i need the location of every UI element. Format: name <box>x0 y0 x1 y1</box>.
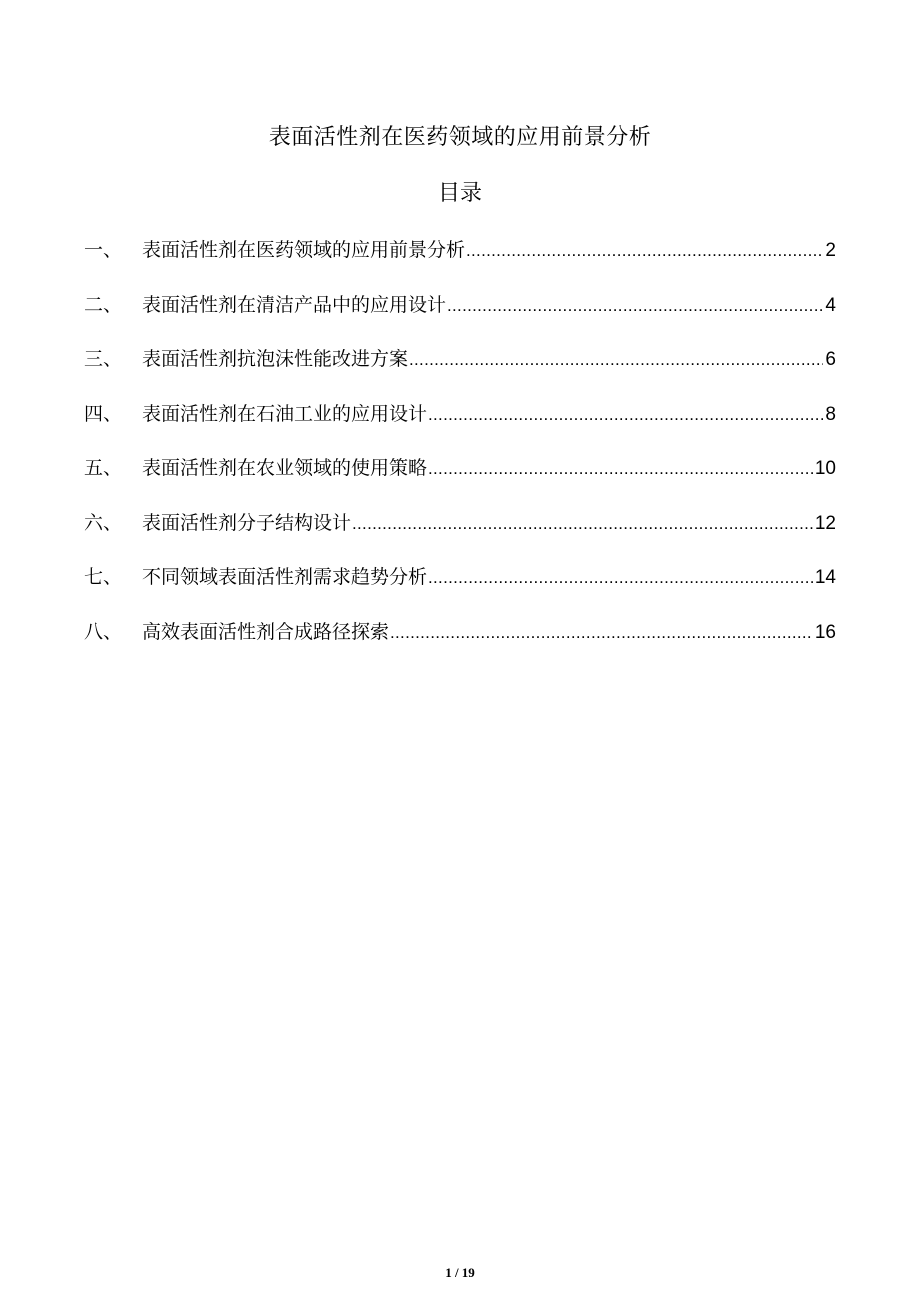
toc-entry-number: 三、 <box>84 348 123 370</box>
page-number-footer: 1 / 19 <box>445 1265 475 1280</box>
toc-entry-page: 14 <box>814 567 836 588</box>
toc-dot-leader <box>428 452 813 486</box>
toc-entry[interactable] <box>84 506 836 561</box>
toc-entry-title: 表面活性剂分子结构设计 <box>142 511 352 534</box>
toc-entry-title: 不同领域表面活性剂需求趋势分析 <box>142 566 428 588</box>
toc-entry-page: 2 <box>825 240 836 261</box>
toc-entry-number: 四、 <box>84 402 123 425</box>
toc-entry-number: 七、 <box>84 566 123 588</box>
toc-entry-number: 八、 <box>84 620 123 643</box>
toc-dot-leader <box>466 234 823 268</box>
toc-entry-page: 10 <box>814 458 836 479</box>
toc-dot-leader <box>428 561 813 595</box>
toc-dot-leader <box>409 343 823 377</box>
toc-entry-title: 表面活性剂在清洁产品中的应用设计 <box>142 293 447 316</box>
toc-entry-number: 二、 <box>84 293 123 316</box>
toc-entry-page: 4 <box>825 294 836 316</box>
toc-entry-page: 16 <box>814 621 836 643</box>
toc-entry-title: 表面活性剂在石油工业的应用设计 <box>142 402 428 425</box>
toc-heading: 目录 <box>437 181 482 206</box>
toc-entry[interactable] <box>84 288 836 343</box>
toc-entry-number: 六、 <box>84 511 123 534</box>
toc-entry[interactable] <box>84 233 836 288</box>
toc-dot-leader <box>390 616 813 650</box>
document-title: 表面活性剂在医药领域的应用前景分析 <box>268 125 652 150</box>
toc-entry-page: 12 <box>814 512 836 534</box>
toc-dot-leader <box>447 289 823 323</box>
toc-entry-number: 五、 <box>84 457 123 479</box>
toc-dot-leader <box>428 398 823 432</box>
toc-entry[interactable] <box>84 615 836 670</box>
toc-entry[interactable] <box>84 342 836 397</box>
toc-entry[interactable] <box>84 397 836 452</box>
toc-entry-title: 表面活性剂抗泡沫性能改进方案 <box>142 348 409 370</box>
toc-entry[interactable] <box>84 560 836 615</box>
toc-entry-title: 表面活性剂在医药领域的应用前景分析 <box>142 239 466 261</box>
toc-entry-page: 8 <box>825 403 836 425</box>
toc-entry-title: 表面活性剂在农业领域的使用策略 <box>142 457 428 479</box>
toc-dot-leader <box>352 507 813 541</box>
table-of-contents <box>84 233 836 669</box>
toc-entry[interactable] <box>84 451 836 506</box>
toc-entry-number: 一、 <box>84 239 123 261</box>
toc-entry-page: 6 <box>825 349 836 370</box>
toc-entry-title: 高效表面活性剂合成路径探索 <box>142 620 390 643</box>
